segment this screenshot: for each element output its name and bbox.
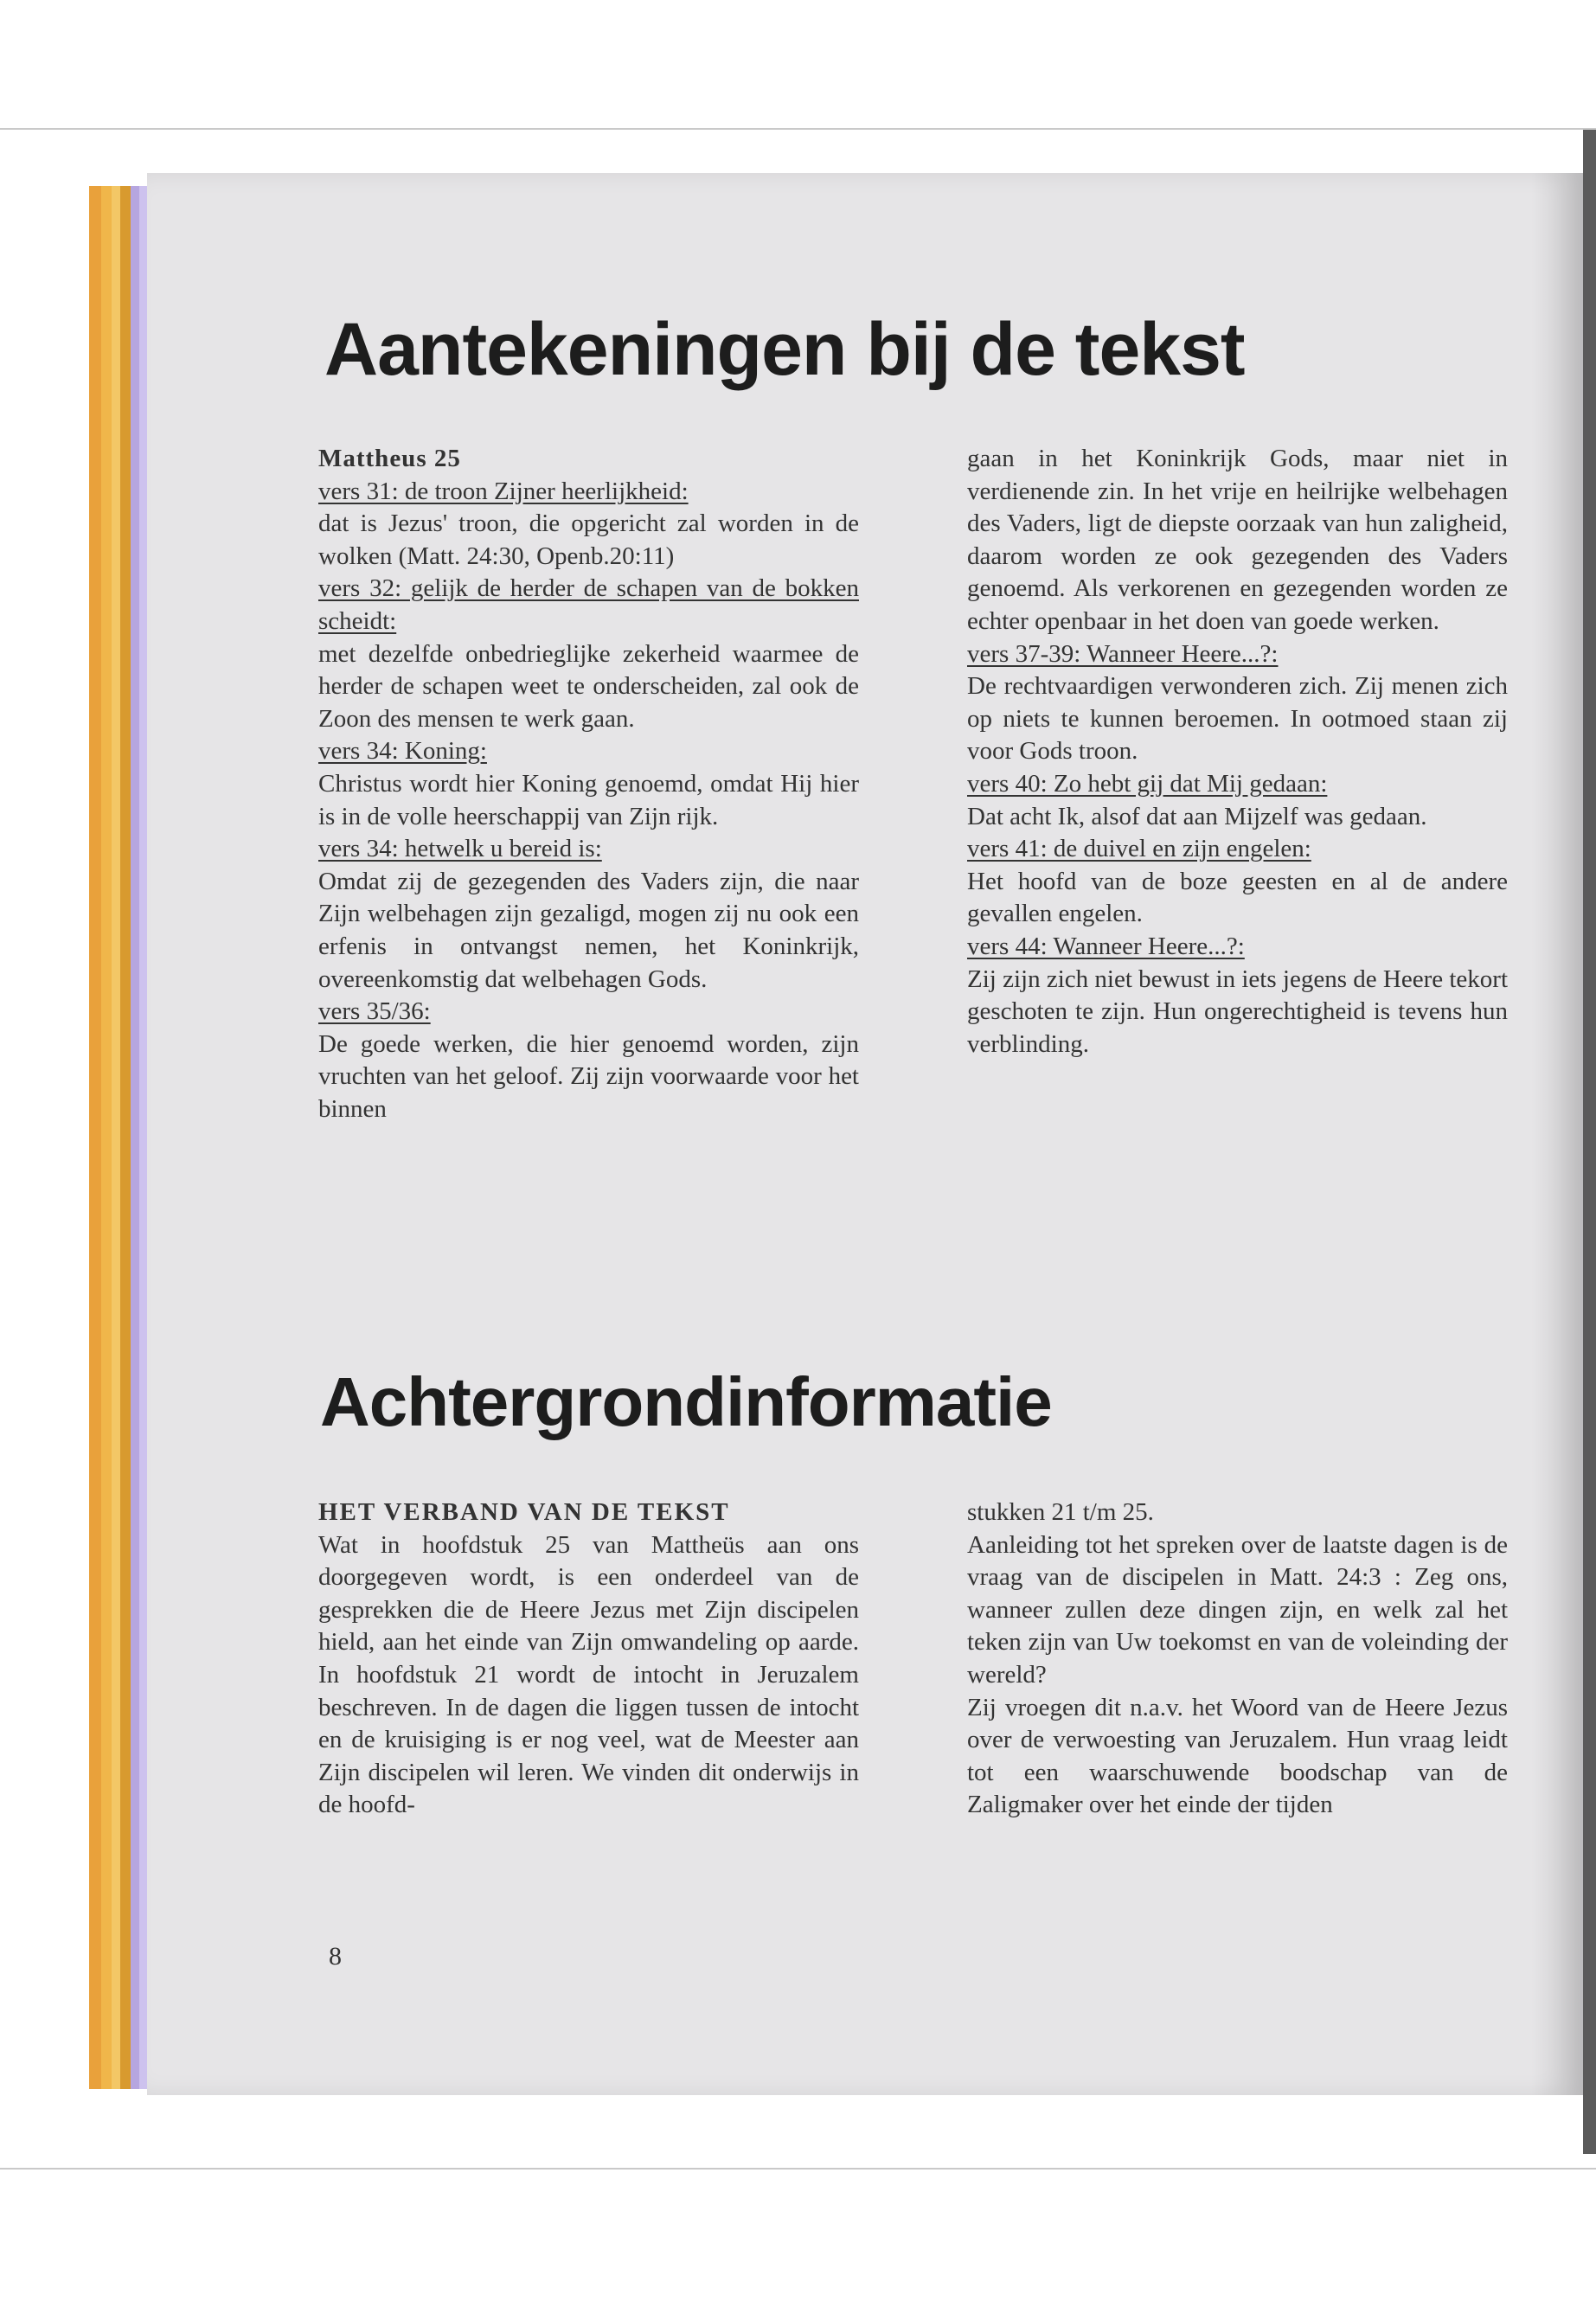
book-edge-orange [120,186,131,2089]
verse-ref-32: vers 32: gelijk de herder de schapen van de bokken scheidt: [318,574,859,635]
background-paragraph-2: Aanleiding tot het spreken over de laatste dagen is de vraag van de discipelen in Matt. 24:3 : Zeg ons, wanneer zullen deze dingen zijn, en welk zal het teken zijn van Uw toekomst en van de voleinding der wereld? [967,1530,1508,1689]
scan-border-top [0,128,1596,130]
book-edge-lavender [139,186,147,2089]
chapter-reference: Mattheus 25 [318,445,461,472]
background-paragraph-1: Wat in hoofdstuk 25 van Mattheüs aan ons doorgegeven wordt, is een onderdeel van de gesprekken die de Heere Jezus met Zijn discipelen hield, aan het einde van Zijn omwandeling op aarde. In hoofdstuk 21 wordt de intocht in Jeruzalem beschreven. In de dagen die liggen tussen de intocht en de kruisiging is er nog veel, wat de Meester aan Zijn discipelen wil leren. We vinden dit onderwijs in de hoofd- [318,1530,859,1819]
verse-ref-41: vers 41: de duivel en zijn engelen: [967,835,1311,863]
verse-note-44: Zij zijn zich niet bewust in iets jegens de Heere tekort geschoten te zijn. Hun ongerechtigheid is tevens hun verblinding. [967,965,1508,1058]
verse-ref-44: vers 44: Wanneer Heere...?: [967,932,1245,960]
verse-note-35: De goede werken, die hier genoemd worden, zijn vruchten van het geloof. Zij zijn voorwaarde voor het binnen [318,1029,859,1123]
verse-note-32: met dezelfde onbedrieglijke zekerheid waarmee de herder de schapen weet te onderscheiden, zal ook de Zoon des mensen te werk gaan. [318,639,859,733]
background-heading: Achtergrondinformatie [320,1363,1052,1440]
verse-note-37: De rechtvaardigen verwonderen zich. Zij menen zich op niets te kunnen beroemen. In ootmoed staan zij voor Gods troon. [967,672,1508,766]
verse-ref-34a: vers 34: Koning: [318,737,487,766]
book-edge-orange [101,186,112,2089]
book-edge-orange [89,186,101,2089]
verse-ref-35: vers 35/36: [318,997,431,1026]
background-paragraph-3: Zij vroegen dit n.a.v. het Woord van de Heere Jezus over de verwoesting van Jeruzalem. Hun vraag leidt tot een waarschuwende boodschap van de Zaligmaker over het einde der tijden [967,1693,1508,1819]
verse-ref-34b: vers 34: hetwelk u bereid is: [318,835,602,863]
verse-ref-37: vers 37-39: Wanneer Heere...?: [967,639,1279,668]
verse-ref-40: vers 40: Zo hebt gij dat Mij gedaan: [967,769,1328,798]
verse-ref-31: vers 31: de troon Zijner heerlijkheid: [318,477,689,505]
verse-note-40: Dat acht Ik, alsof dat aan Mijzelf was gedaan. [967,802,1427,830]
page-binding-shade [1531,173,1583,2095]
verse-note-34b: Omdat zij de gezegenden des Vaders zijn, die naar Zijn welbehagen zijn gezaligd, mogen zij nu ook een erfenis in ontvangst nemen, het Koninkrijk, overeenkomstig dat welbehagen Gods. [318,867,859,993]
verse-note-35-continued: gaan in het Koninkrijk Gods, maar niet in verdienende zin. In het vrije en heilrijke welbehagen des Vaders, ligt de diepste oorzaak van hun zaligheid, daarom worden ze ook gezegenden des Vaders genoemd. Als verkorenen en gezegenden worden ze echter openbaar in het doen van goede werken. [967,445,1508,635]
scan-border-bottom [0,2168,1596,2170]
background-column-left [318,1497,859,1822]
verse-note-34a: Christus wordt hier Koning genoemd, omdat Hij hier is in de volle heerschappij van Zijn rijk. [318,769,859,830]
verse-note-41: Het hoofd van de boze geesten en al de andere gevallen engelen. [967,867,1508,928]
background-column-right [967,1497,1508,1822]
notes-heading: Aantekeningen bij de tekst [324,308,1245,391]
book-edge-purple [131,186,139,2089]
verse-note-31: dat is Jezus' troon, die opgericht zal worden in de wolken (Matt. 24:30, Openb.20:11) [318,510,859,570]
background-paragraph-1-continued: stukken 21 t/m 25. [967,1498,1154,1526]
page-number: 8 [329,1942,342,1971]
scan-right-strip [1583,130,1596,2154]
notes-column-right [967,443,1508,1061]
notes-column-left [318,443,859,1125]
book-edge-yellow [112,186,120,2089]
background-subheading: HET VERBAND VAN DE TEKST [318,1498,730,1526]
